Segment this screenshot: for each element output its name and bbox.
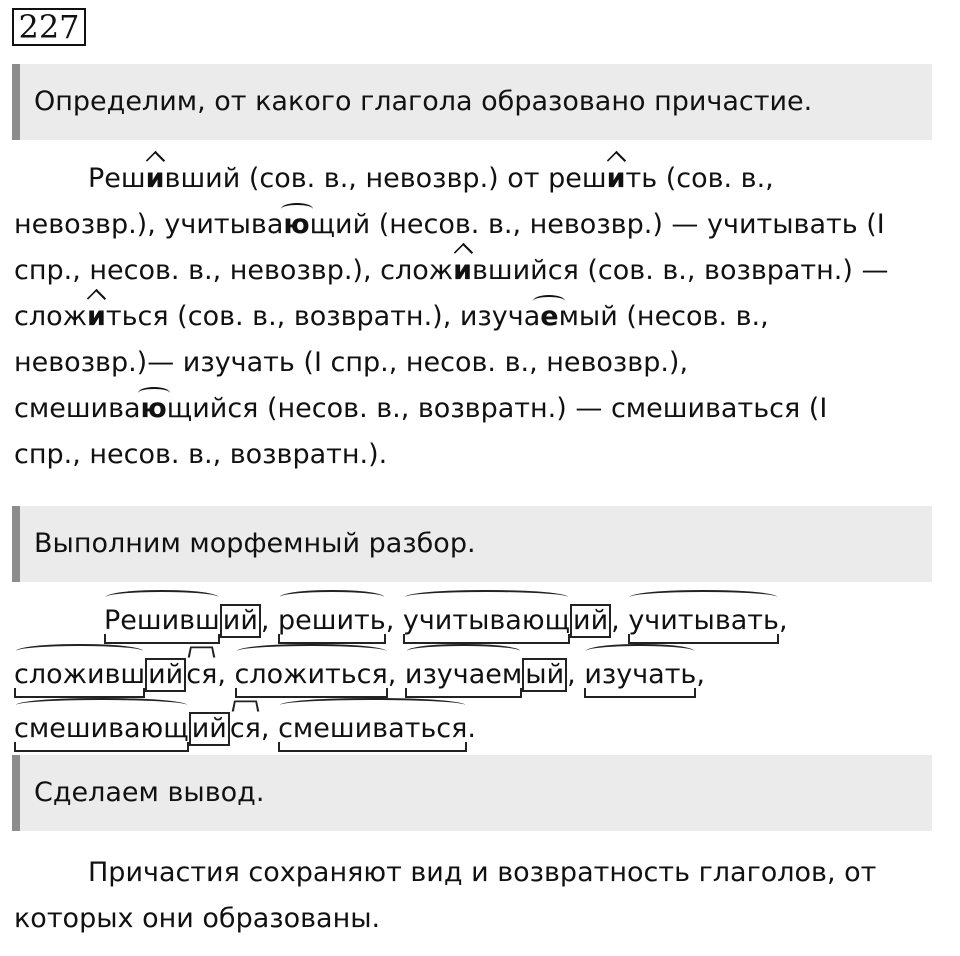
postfix-mark: ся: [230, 702, 261, 756]
ending-box: ый: [522, 658, 567, 692]
exercise-number: 227: [12, 8, 86, 46]
morpheme-word: смешивающ: [14, 702, 189, 756]
morpheme-word: учитывающ: [403, 594, 570, 648]
analysis-line: сложиться (сов. в., возвратн.), изучаемый (несов. в.,: [14, 301, 769, 332]
analysis-line: невозвр.), учитывающий (несов. в., невозвр.) — учитывать (I: [14, 209, 885, 240]
morpheme-word: сложиться: [235, 648, 388, 702]
analysis-line: невозвр.)— изучать (I спр., несов. в., невозвр.),: [14, 347, 689, 378]
postfix-mark: ся: [186, 648, 217, 702]
conclusion-paragraph: [14, 850, 944, 942]
morpheme-row: сложивш ий ся, сложиться, изучаем ый , изучать,: [14, 648, 944, 702]
ending-box: ий: [220, 604, 261, 638]
conclusion-line: которых они образованы.: [14, 903, 381, 934]
morpheme-word: учитывать: [628, 594, 779, 648]
conclusion-line: Причастия сохраняют вид и возвратность глаголов, от: [88, 857, 877, 888]
analysis-line: смешивающийся (несов. в., возвратн.) — смешиваться (I: [14, 393, 828, 424]
morpheme-word: сложивш: [14, 648, 145, 702]
morpheme-word: изучаем: [405, 648, 522, 702]
morpheme-analysis: [14, 594, 944, 756]
analysis-line: спр., несов. в., невозвр.), сложившийся (сов. в., возвратн.) —: [14, 255, 889, 286]
section-heading-define-verb: Определим, от какого глагола образовано причастие.: [12, 64, 932, 140]
morpheme-word: Решивш: [104, 594, 220, 648]
analysis-line: спр., несов. в., возвратн.).: [14, 439, 388, 470]
section-heading-conclusion: Сделаем вывод.: [12, 755, 932, 831]
ending-box: ий: [145, 658, 186, 692]
section-heading-morpheme: Выполним морфемный разбор.: [12, 506, 932, 582]
morpheme-word: смешиваться: [278, 702, 467, 756]
morpheme-word: решить: [278, 594, 386, 648]
morpheme-row: Решивш ий , решить, учитывающ ий , учитывать,: [14, 594, 944, 648]
ending-box: ий: [570, 604, 611, 638]
analysis-paragraph: [14, 156, 944, 478]
morpheme-row: смешивающ ий ся, смешиваться.: [14, 702, 944, 756]
ending-box: ий: [189, 712, 230, 746]
morpheme-word: изучать: [584, 648, 696, 702]
analysis-line: Решивший (сов. в., невозвр.) от решить (сов. в.,: [88, 163, 774, 194]
